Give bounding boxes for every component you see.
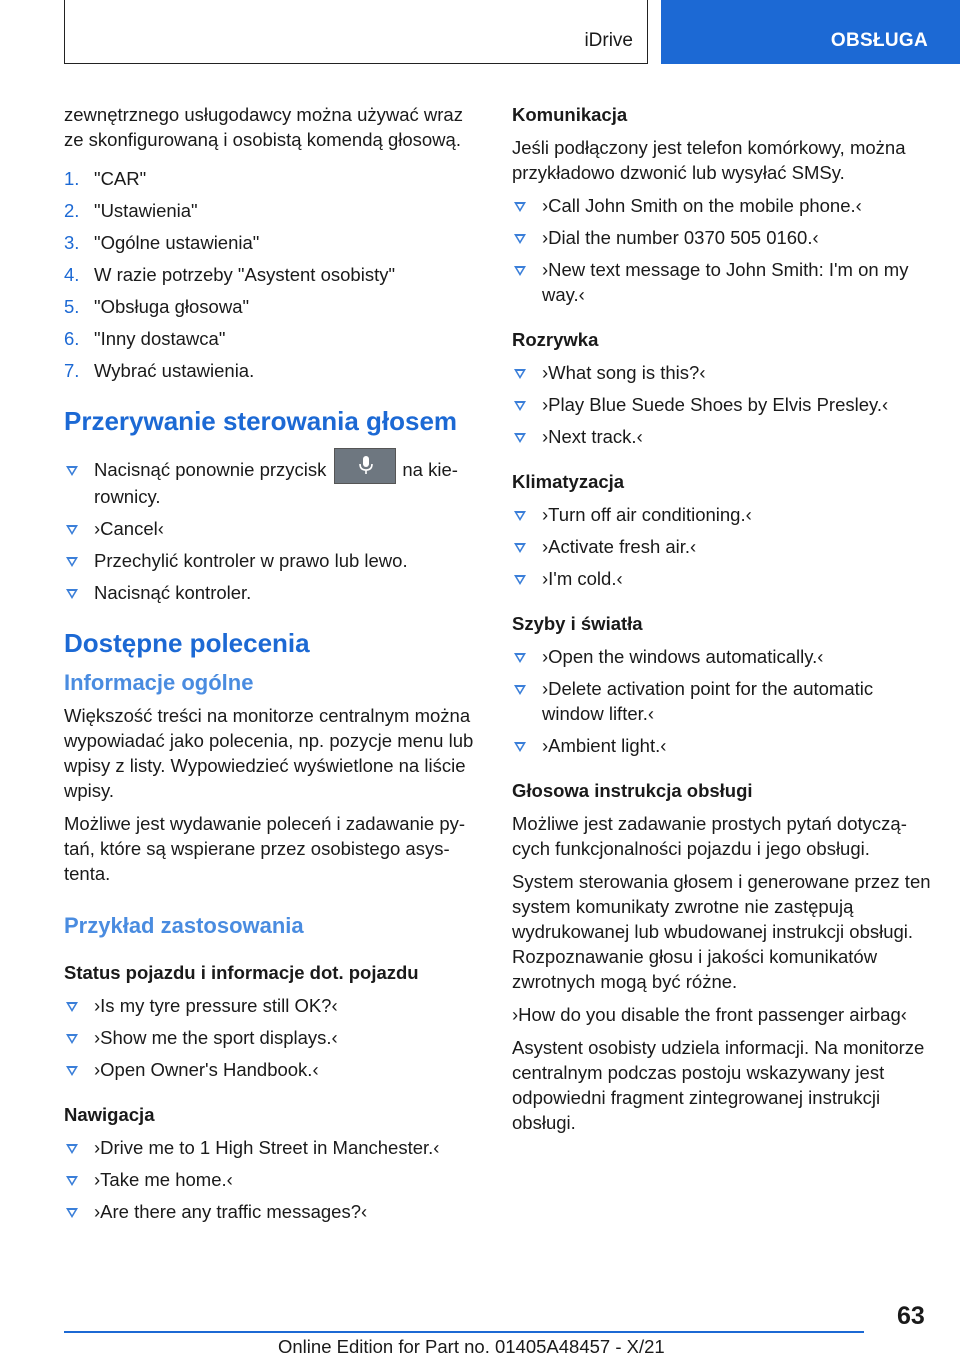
voice-button-icon [334, 448, 396, 484]
settings-steps [64, 166, 479, 383]
heading-manual: Głosowa instrukcja obsługi [512, 780, 753, 801]
bullet-triangle-icon [514, 653, 526, 663]
left-column [64, 102, 479, 1231]
bullet-triangle-icon [514, 401, 526, 411]
list-item-text: ›Dial the number 0370 505 0160.‹ [542, 227, 819, 248]
list-item-text: ›Is my tyre pressure still OK?‹ [94, 995, 338, 1017]
general-paragraph-1: Większość treści na monitorze centralnym można wypowiadać jako polecenia, np. pozycje menu lub wpisy z listy. Wypowiedzieć wyświetlone na liście wpisy. [64, 705, 474, 802]
status-list [64, 993, 479, 1082]
bullet-triangle-icon [66, 466, 78, 476]
heading-nav: Nawigacja [64, 1104, 155, 1126]
heading-example: Przykład zastosowania [64, 913, 304, 939]
heading-status: Status pojazdu i informacje dot. pojazdu [64, 962, 419, 984]
step-text: "Ogólne ustawienia" [94, 232, 260, 253]
step-number: 5. [64, 296, 80, 317]
manual-paragraph-1: Możliwe jest zadawanie prostych pytań dotyczących funkcjonalności pojazdu i jego obsługi. [512, 813, 907, 859]
manual-paragraph-3: ›How do you disable the front passenger airbag‹ [512, 1004, 907, 1025]
list-item-text: Nacisnąć kontroler. [94, 582, 252, 604]
list-item-text: ›Are there any traffic messages?‹ [94, 1201, 368, 1223]
heading-general: Informacje ogólne [64, 670, 254, 696]
list-item [512, 193, 932, 218]
manual-paragraph-2: System sterowania głosem i generowane przez ten system komunikaty zwrotne nie zastępują wydrukowanej lub wbudowanej instrukcji obsługi. Rozpoznawanie głosu i jakości komunikatów zwrotnych mogą być różne. [512, 871, 931, 992]
header-section-box [64, 0, 648, 64]
bullet-triangle-icon [66, 589, 78, 599]
manual-paragraph-4: Asystent osobisty udziela informacji. Na monitorze centralnym podczas postoju wskazywany jest odpowiedni fragment zintegrowanej instrukcji obsługi. [512, 1037, 925, 1133]
list-item-text: Przechylić kontroler w prawo lub lewo. [94, 550, 408, 572]
list-item [512, 360, 932, 385]
list-item [512, 225, 932, 250]
list-item [512, 733, 932, 758]
general-paragraph-2: Możliwe jest wydawanie poleceń i zadawanie pytań, które są wspierane przez osobistego asystenta. [64, 813, 466, 885]
step-text: W razie potrzeby "Asystent osobisty" [94, 264, 396, 285]
bullet-triangle-icon [514, 543, 526, 553]
bullet-triangle-icon [514, 433, 526, 443]
list-item [512, 534, 932, 559]
list-item [512, 502, 932, 527]
list-item [64, 1199, 479, 1224]
bullet-triangle-icon [66, 1176, 78, 1186]
list-item-text: ›Open the windows automatically.‹ [542, 646, 824, 667]
list-item-text: ›I'm cold.‹ [542, 568, 623, 589]
list-item [64, 1057, 479, 1082]
step-item [64, 294, 479, 319]
step-item [64, 166, 479, 191]
entertainment-list [512, 360, 932, 449]
step-text: Wybrać ustawienia. [94, 360, 255, 381]
list-item-text: ›New text message to John Smith: I'm on my way.‹ [542, 259, 909, 305]
list-item-text: ›Drive me to 1 High Street in Manchester.‹ [94, 1137, 440, 1159]
bullet-triangle-icon [66, 525, 78, 535]
list-item [512, 424, 932, 449]
nav-list [64, 1135, 479, 1224]
bullet-triangle-icon [66, 1002, 78, 1012]
heading-entertainment: Rozrywka [512, 329, 599, 350]
step-text: "Inny dostawca" [94, 328, 226, 349]
header-chapter: OBSŁUGA [830, 30, 928, 51]
step-item [64, 230, 479, 255]
heading-interrupt: Przerywanie sterowania głosem [64, 406, 458, 436]
list-item-text: ›Cancel‹ [94, 518, 164, 540]
comm-paragraph: Jeśli podłączony jest telefon komórkowy, można przykładowo dzwonić lub wysyłać SMSy. [512, 137, 906, 183]
step-text: "Obsługa głosowa" [94, 296, 250, 317]
heading-commands: Dostępne polecenia [64, 628, 310, 659]
header-section: iDrive [584, 30, 633, 51]
list-item [64, 1167, 479, 1192]
list-item [64, 580, 479, 605]
bullet-triangle-icon [514, 685, 526, 695]
list-item-text: ›Show me the sport displays.‹ [94, 1027, 338, 1049]
footer-divider [64, 1331, 864, 1333]
list-item [64, 457, 479, 509]
step-number: 1. [64, 168, 80, 189]
climate-list [512, 502, 932, 591]
comm-list [512, 193, 932, 307]
list-item [64, 516, 479, 541]
bullet-triangle-icon [514, 575, 526, 585]
step-number: 6. [64, 328, 80, 349]
footer-edition: Online Edition for Part no. 01405A48457 - X/21 [278, 1336, 665, 1357]
list-item [64, 548, 479, 573]
step-text: "CAR" [94, 168, 147, 189]
list-item [512, 566, 932, 591]
intro-paragraph: zewnętrznego usługodawcy można używać wraz ze skonfigurowaną i osobistą komendą głosową. [64, 104, 463, 150]
list-item-text: ›Activate fresh air.‹ [542, 536, 697, 557]
list-item-text: ›Next track.‹ [542, 426, 643, 447]
list-item-text: ›Turn off air conditioning.‹ [542, 504, 752, 525]
right-column [512, 102, 932, 1143]
list-item-text: na kierownicy. [94, 459, 458, 508]
heading-comm: Komunikacja [512, 104, 628, 125]
bullet-triangle-icon [514, 202, 526, 212]
list-item [512, 392, 932, 417]
list-item-text: ›Call John Smith on the mobile phone.‹ [542, 195, 862, 216]
bullet-triangle-icon [514, 266, 526, 276]
list-item [512, 644, 932, 669]
list-item-text: ›What song is this?‹ [542, 362, 706, 383]
step-number: 3. [64, 232, 80, 253]
list-item [64, 993, 479, 1018]
bullet-triangle-icon [66, 1066, 78, 1076]
bullet-triangle-icon [514, 234, 526, 244]
step-number: 4. [64, 264, 80, 285]
heading-windows: Szyby i światła [512, 613, 643, 634]
list-item-text: ›Ambient light.‹ [542, 735, 667, 756]
bullet-triangle-icon [514, 511, 526, 521]
list-item-text: ›Open Owner's Handbook.‹ [94, 1059, 319, 1081]
bullet-triangle-icon [66, 1034, 78, 1044]
windows-list [512, 644, 932, 758]
bullet-triangle-icon [514, 369, 526, 379]
list-item-text: ›Take me home.‹ [94, 1169, 233, 1191]
step-item [64, 326, 479, 351]
list-item-text: Nacisnąć ponownie przycisk [94, 459, 327, 480]
step-number: 2. [64, 200, 80, 221]
step-item [64, 358, 479, 383]
step-text: "Ustawienia" [94, 200, 198, 221]
list-item-text: ›Play Blue Suede Shoes by Elvis Presley.‹ [542, 394, 889, 415]
list-item [64, 1135, 479, 1160]
list-item [64, 1025, 479, 1050]
bullet-triangle-icon [514, 742, 526, 752]
list-item [512, 676, 932, 726]
header-chapter-box [661, 0, 960, 64]
step-item [64, 198, 479, 223]
step-number: 7. [64, 360, 80, 381]
page-number: 63 [897, 1302, 925, 1330]
bullet-triangle-icon [66, 1144, 78, 1154]
bullet-triangle-icon [66, 1208, 78, 1218]
list-item-text: ›Delete activation point for the automatic window lifter.‹ [542, 678, 874, 724]
bullet-triangle-icon [66, 557, 78, 567]
list-item [512, 257, 932, 307]
heading-climate: Klimatyzacja [512, 471, 625, 492]
interrupt-list [64, 457, 479, 605]
step-item [64, 262, 479, 287]
